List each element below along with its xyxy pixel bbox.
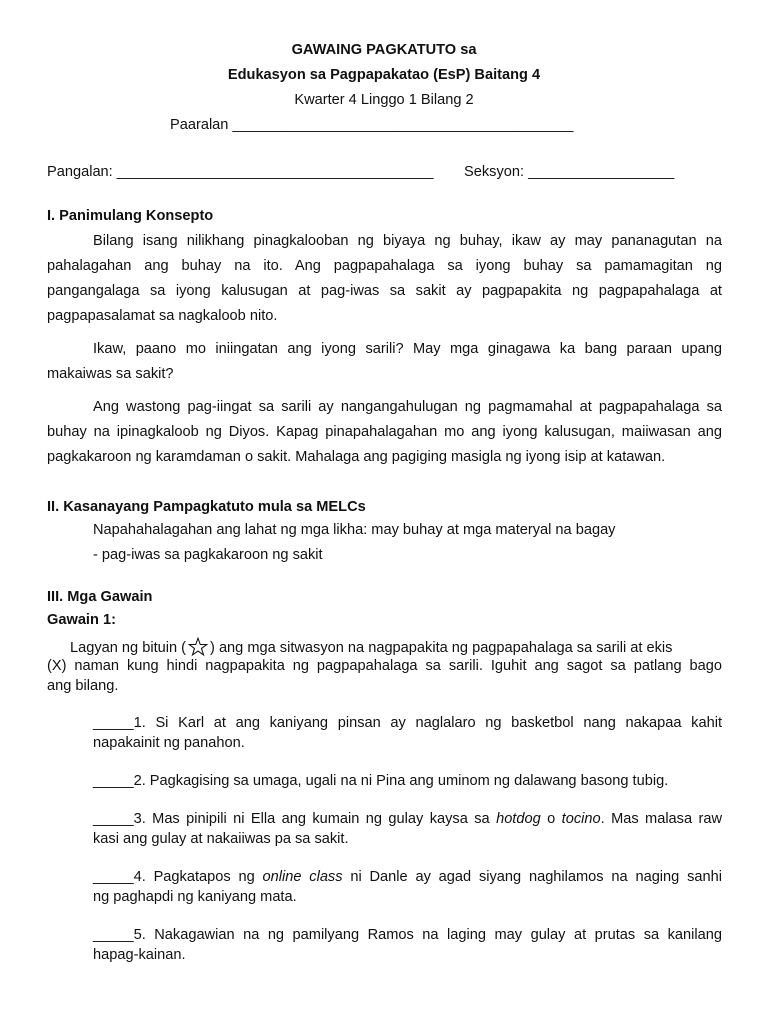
instruction-line-3: ang bilang. bbox=[47, 678, 119, 694]
instruction-line-1 bbox=[70, 637, 722, 657]
p3-line-1: Ang wastong pag-iingat sa sarili ay nangangahulugan ng pagmamahal at pagpapahalaga sa bbox=[93, 399, 722, 415]
melc-bullet: - pag-iwas sa pagkakaroon ng sakit bbox=[93, 547, 323, 563]
worksheet-title: GAWAING PAGKATUTO sa bbox=[291, 42, 477, 58]
instruction-end: ) ang mga sitwasyon na nagpapakita ng pagpapahalaga sa sarili at ekis bbox=[210, 640, 673, 656]
section-blank[interactable]: __________________ bbox=[528, 164, 675, 180]
name-blank[interactable]: _______________________________________ bbox=[116, 164, 434, 180]
p1-line-4: pagpapasalamat sa nagkaloob nito. bbox=[47, 308, 278, 324]
p2-line-2: makaiwas sa sakit? bbox=[47, 366, 174, 382]
p1-line-2: pahalagahan ang buhay na ito. Ang pagpapahalaga sa iyong buhay sa pamamagitan ng bbox=[47, 258, 722, 274]
item-1-line-2: napakainit ng panahon. bbox=[93, 735, 245, 751]
section-label: Seksyon: bbox=[464, 164, 525, 180]
section-field[interactable] bbox=[464, 164, 674, 180]
p1-line-3: pangangalaga sa iyong kalusugan at pag-iwas sa sakit ay pagpapakita ng pagpapahalaga at bbox=[47, 283, 722, 299]
melc-line: Napahahalagahan ang lahat ng mga likha: may buhay at mga materyal na bagay bbox=[93, 522, 616, 538]
school-label: Paaralan bbox=[170, 117, 229, 133]
school-blank[interactable]: __________________________________________ bbox=[232, 117, 574, 133]
item-3-line-1: _____3. Mas pinipili ni Ella ang kumain ng gulay kaysa sa hotdog o tocino. Mas malasa raw bbox=[93, 811, 723, 827]
item-3-line-2: kasi ang gulay at nakaiiwas pa sa sakit. bbox=[93, 831, 349, 847]
item-1-line-1: _____1. Si Karl at ang kaniyang pinsan ay naglalaro ng basketbol nang nakapaa kahit bbox=[93, 715, 722, 731]
p3-line-2: buhay na ipinagkaloob ng Diyos. Kapag pinapahalagahan mo ang iyong kalusugan, maiiwasan ang bbox=[47, 424, 722, 440]
p1-line-1: Bilang isang nilikhang pinagkalooban ng biyaya ng buhay, ikaw ay may pananagutan na bbox=[93, 233, 722, 249]
name-field[interactable] bbox=[47, 164, 433, 180]
item-4-line-1: _____4. Pagkatapos ng online class ni Danle ay agad siyang naghilamos na naging sanhi bbox=[93, 869, 722, 885]
section-3-heading: III. Mga Gawain bbox=[47, 589, 153, 605]
p2-line-1: Ikaw, paano mo iniingatan ang iyong sarili? May mga ginagawa ka bang paraan upang bbox=[93, 341, 722, 357]
gawain-1-label: Gawain 1: bbox=[47, 612, 116, 628]
subject-title: Edukasyon sa Pagpapakatao (EsP) Baitang 4 bbox=[227, 67, 541, 83]
name-label: Pangalan: bbox=[47, 164, 113, 180]
instruction-start: Lagyan ng bituin ( bbox=[70, 640, 187, 656]
item-5-line-2: hapag-kainan. bbox=[93, 947, 186, 963]
section-1-heading: I. Panimulang Konsepto bbox=[47, 208, 214, 224]
p3-line-3: pagkakaroon ng karamdaman o sakit. Mahalaga ang pagiging masigla ng iyong isip at katawan. bbox=[47, 449, 666, 465]
section-2-heading: II. Kasanayang Pampagkatuto mula sa MELCs bbox=[47, 499, 366, 515]
quarter-line: Kwarter 4 Linggo 1 Bilang 2 bbox=[294, 92, 474, 108]
item-2-line-1: _____2. Pagkagising sa umaga, ugali na ni Pina ang uminom ng dalawang basong tubig. bbox=[93, 773, 669, 789]
school-field[interactable] bbox=[170, 117, 573, 133]
item-4-line-2: ng paghapdi ng kaniyang mata. bbox=[93, 889, 297, 905]
instruction-line-2: (X) naman kung hindi nagpapakita ng pagpapahalaga sa sarili. Iguhit ang sagot sa patlang bago bbox=[47, 658, 722, 674]
star-icon bbox=[188, 637, 208, 657]
item-5-line-1: _____5. Nakagawian na ng pamilyang Ramos na laging may gulay at prutas sa kanilang bbox=[93, 927, 722, 943]
